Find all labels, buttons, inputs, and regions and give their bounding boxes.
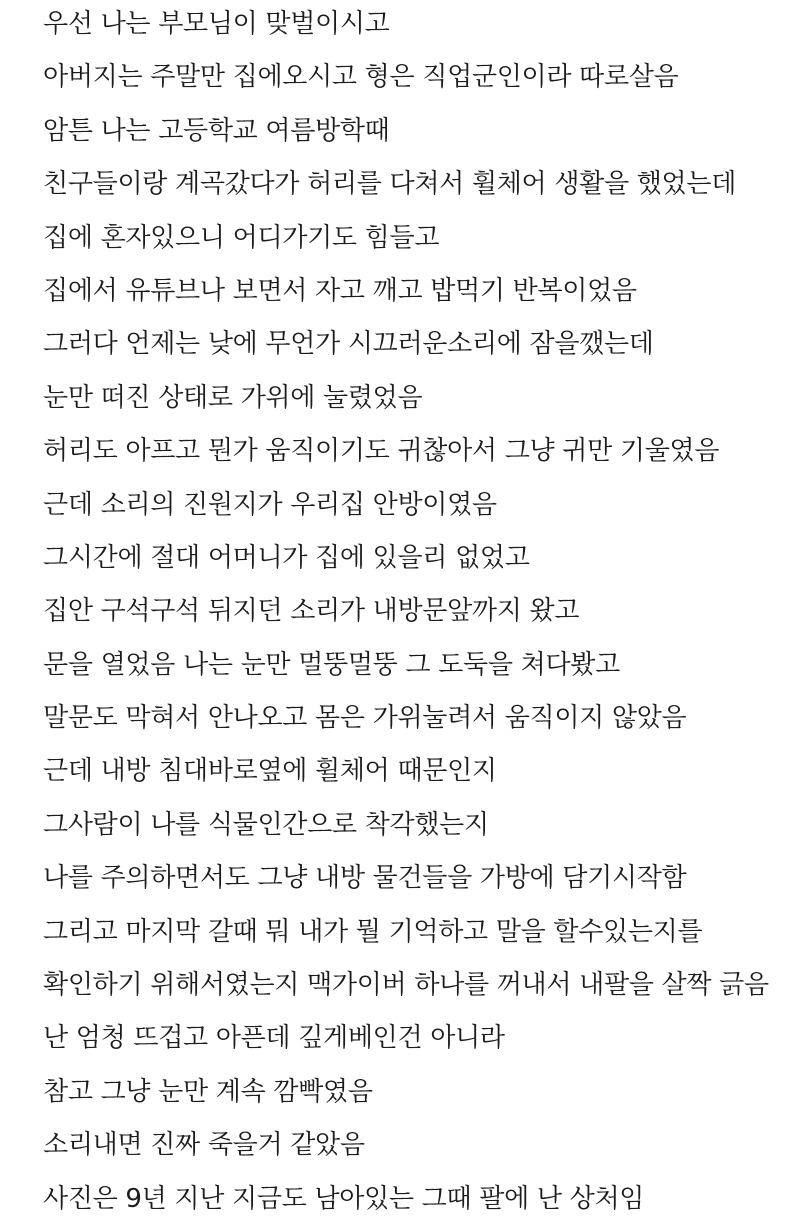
text-line: 우선 나는 부모님이 맞벌이시고: [43, 9, 390, 39]
post-body: [43, 0, 783, 1228]
text-line: 그사람이 나를 식물인간으로 착각했는지: [43, 809, 489, 840]
text-line: 암튼 나는 고등학교 여름방학때: [43, 115, 390, 146]
text-line: 그리고 마지막 갈때 뭐 내가 뭘 기억하고 말을 할수있는지를: [43, 916, 703, 947]
text-line: 난 엄청 뜨겁고 아픈데 깊게베인건 아니라: [43, 1023, 505, 1054]
text-line: 나를 주의하면서도 그냥 내방 물건들을 가방에 담기시작함: [43, 863, 687, 894]
text-line: 말문도 막혀서 안나오고 몸은 가위눌려서 움직이지 않았음: [43, 703, 687, 734]
text-line: 집에 혼자있으니 어디가기도 힘들고: [43, 222, 440, 253]
text-line: 눈만 떠진 상태로 가위에 눌렸었음: [43, 382, 423, 413]
text-line: 사진은 9년 지난 지금도 남아있는 그때 팔에 난 상처임: [43, 1183, 645, 1214]
text-line: 집에서 유튜브나 보면서 자고 깨고 밥먹기 반복이었음: [43, 275, 637, 306]
text-line: 근데 소리의 진원지가 우리집 안방이였음: [43, 489, 497, 520]
text-line: 아버지는 주말만 집에오시고 형은 직업군인이라 따로살음: [43, 62, 679, 93]
text-line: 친구들이랑 계곡갔다가 허리를 다쳐서 휠체어 생활을 했었는데: [43, 169, 737, 200]
text-line: 확인하기 위해서였는지 맥가이버 하나를 꺼내서 내팔을 살짝 긁음: [43, 970, 769, 1001]
text-line: 소리내면 진짜 죽을거 같았음: [43, 1130, 365, 1161]
text-line: 집안 구석구석 뒤지던 소리가 내방문앞까지 왔고: [43, 596, 580, 627]
text-line: 허리도 아프고 뭔가 움직이기도 귀찮아서 그냥 귀만 기울였음: [43, 436, 720, 467]
text-line: 문을 열었음 나는 눈만 멀뚱멀뚱 그 도둑을 쳐다봤고: [43, 649, 620, 680]
text-line: 그시간에 절대 어머니가 집에 있을리 없었고: [43, 542, 530, 573]
text-line: 그러다 언제는 낮에 무언가 시끄러운소리에 잠을깼는데: [43, 329, 654, 360]
text-line: 참고 그냥 눈만 계속 깜빡였음: [43, 1076, 373, 1107]
text-line: 근데 내방 침대바로옆에 휠체어 때문인지: [43, 756, 497, 787]
